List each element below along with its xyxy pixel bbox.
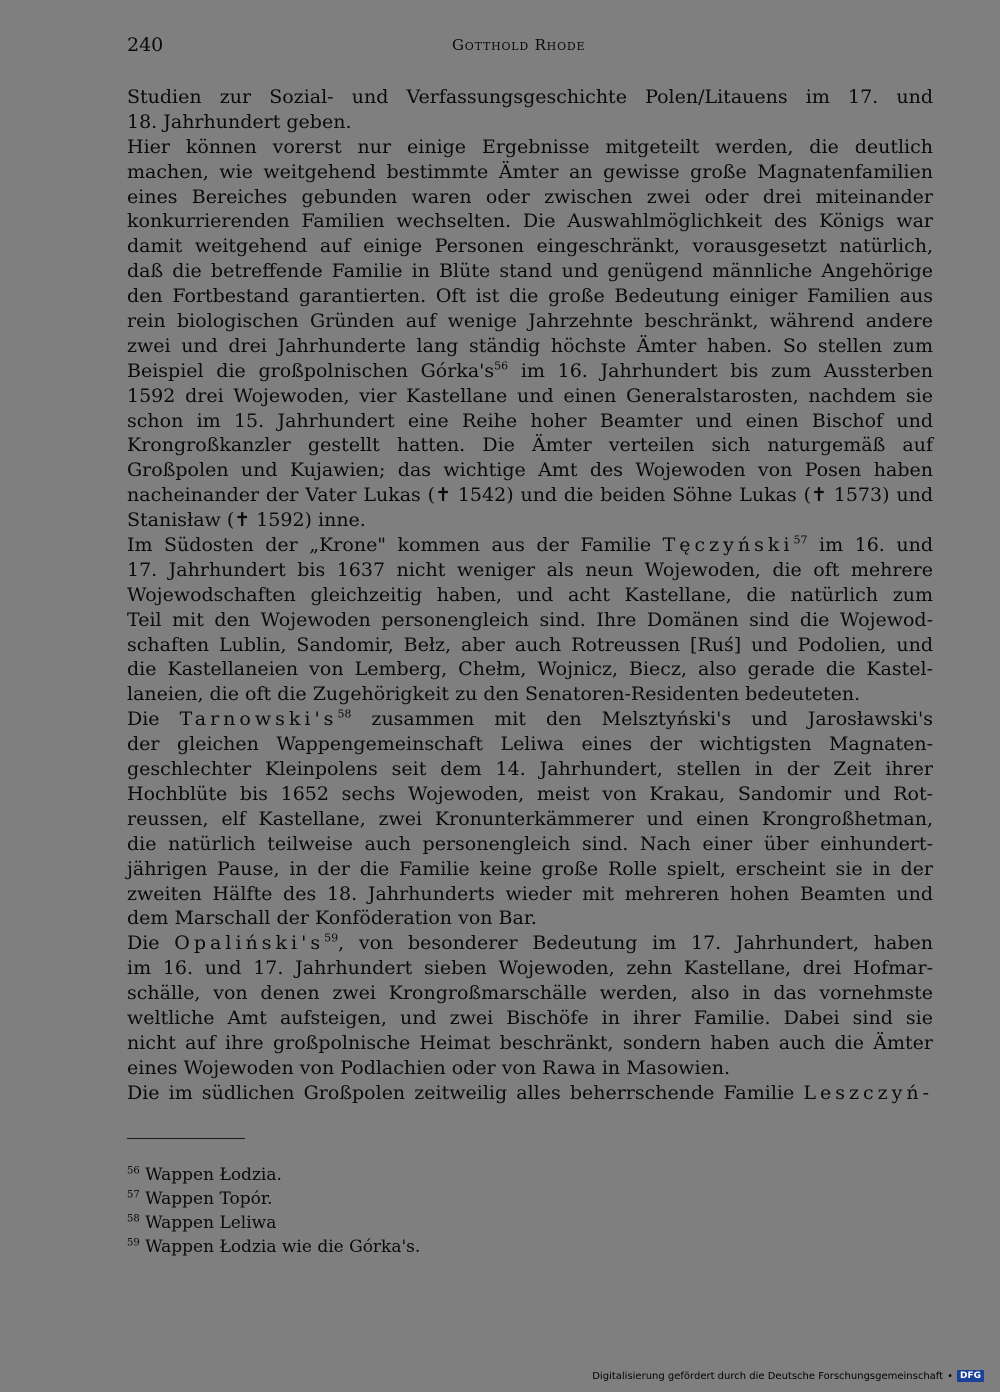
text-line — [127, 931, 933, 956]
footnote-text: Wappen Leliwa — [145, 1213, 277, 1233]
footnote-text: Wappen Łodzia wie die Górka's. — [145, 1237, 421, 1257]
footnote-number: 58 — [127, 1213, 140, 1225]
text-line: Studien zur Sozial- und Verfassungsgeschichte Polen/Litauens im 17. und — [127, 86, 933, 108]
text-line: weltliche Amt aufsteigen, und zwei Bischöfe in ihrer Familie. Dabei sind sie — [127, 1006, 933, 1029]
text-line: 1592 drei Wojewoden, vier Kastellane und einen Generalstarosten, nachdem sie — [127, 384, 933, 407]
text-line: der gleichen Wappengemeinschaft Leliwa eines der wichtigsten Magnaten- — [127, 733, 933, 756]
footnote-ref: 59 — [324, 931, 339, 945]
page-number: 240 — [127, 34, 164, 56]
text-line: daß die betreffende Familie in Blüte stand und genügend männliche Angehörige — [127, 260, 933, 283]
running-head: Gotthold Rhode — [452, 36, 586, 54]
text-line: zweiten Hälfte des 18. Jahrhunderts wieder mit mehreren hohen Beamten und — [127, 882, 933, 905]
text-line: Wojewodschaften gleichzeitig haben, und acht Kastellane, die natürlich zum — [127, 583, 933, 606]
text-line: eines Wojewoden von Podlachien oder von Rawa in Masowien. — [127, 1056, 731, 1079]
text-segment: Die im südlichen Großpolen zeitweilig alles beherrschende Familie — [127, 1081, 795, 1104]
text-line: jährigen Pause, in der die Familie keine große Rolle spielt, erscheint sie in der — [127, 857, 933, 880]
body-text — [127, 85, 933, 1106]
text-line: Hochblüte bis 1652 sechs Wojewoden, meist von Krakau, Sandomir und Rot- — [127, 782, 933, 805]
footnote-ref: 57 — [793, 533, 808, 547]
text-segment: im 16. Jahrhundert bis zum Aussterben — [508, 359, 933, 382]
footnote-number: 59 — [127, 1237, 140, 1249]
text-line: machen, wie weitgehend bestimmte Ämter an gewisse große Magnatenfamilien — [127, 160, 933, 183]
text-line — [127, 707, 933, 732]
text-line: im 16. und 17. Jahrhundert sieben Wojewoden, zehn Kastellane, drei Hofmar- — [127, 957, 933, 980]
text-segment: Die — [127, 932, 160, 955]
credit-text: Digitalisierung gefördert durch die Deutsche Forschungsgemeinschaft — [592, 1370, 944, 1382]
dfg-logo: DFG — [957, 1370, 984, 1382]
text-line: eines Bereiches gebunden waren oder zwischen zwei oder drei miteinander — [127, 185, 933, 208]
text-line: schälle, von denen zwei Krongroßmarschälle werden, also in das vornehmste — [127, 982, 933, 1005]
text-line: Stanisław (✝ 1592) inne. — [127, 509, 366, 532]
text-segment: zusammen mit den Melsztyński's und Jarosławski's — [351, 708, 933, 731]
text-line: dem Marschall der Konföderation von Bar. — [127, 907, 537, 930]
text-line: zwei und drei Jahrhunderte lang ständig höchste Ämter haben. So stellen zum — [127, 334, 933, 357]
footnote-ref: 56 — [494, 359, 509, 373]
footnote — [127, 1187, 420, 1211]
text-segment: Die — [127, 708, 160, 731]
footnote-divider — [127, 1138, 245, 1139]
text-line: den Fortbestand garantierten. Oft ist die große Bedeutung einiger Familien aus — [127, 285, 933, 308]
text-segment: im 16. und — [807, 534, 933, 557]
text-line: die natürlich teilweise auch personengleich sind. Nach einer über einhundert- — [127, 832, 933, 855]
footnotes — [127, 1163, 420, 1259]
text-line: Hier können vorerst nur einige Ergebnisse mitgeteilt werden, die deutlich — [127, 135, 933, 158]
digitization-credit — [592, 1368, 984, 1384]
text-line: die Kastellaneien von Lemberg, Chełm, Wojnicz, Biecz, also gerade die Kastel- — [127, 658, 933, 681]
footnote-text: Wappen Łodzia. — [145, 1165, 282, 1185]
text-line: schon im 15. Jahrhundert eine Reihe hoher Beamter und einen Bischof und — [127, 409, 933, 432]
text-line — [127, 1081, 933, 1106]
text-line: Großpolen und Kujawien; das wichtige Amt des Wojewoden von Posen haben — [127, 459, 933, 482]
text-line: nacheinander der Vater Lukas (✝ 1542) und die beiden Söhne Lukas (✝ 1573) und — [127, 484, 933, 507]
footnote — [127, 1211, 420, 1235]
family-name: Tęczyński — [662, 534, 794, 557]
text-line: 18. Jahrhundert geben. — [127, 110, 352, 133]
family-name: Tarnowski's — [179, 708, 338, 731]
text-line: laneien, die oft die Zugehörigkeit zu den Senatoren-Residenten bedeuteten. — [127, 683, 861, 706]
family-name: Opaliński's — [174, 932, 325, 955]
credit-separator: • — [947, 1370, 953, 1382]
text-line — [127, 533, 933, 558]
footnote-ref: 58 — [337, 707, 352, 721]
footnote — [127, 1235, 420, 1259]
text-segment: Beispiel die großpolnischen Górka's — [127, 359, 495, 382]
text-segment: Im Südosten der „Krone" kommen aus der Familie — [127, 534, 652, 557]
text-line: nicht auf ihre großpolnische Heimat beschränkt, sondern haben auch die Ämter — [127, 1031, 933, 1054]
text-line: reussen, elf Kastellane, zwei Kronunterkämmerer und einen Krongroßhetman, — [127, 807, 933, 830]
text-line: Krongroßkanzler gestellt hatten. Die Ämter verteilen sich naturgemäß auf — [127, 434, 933, 457]
page-header — [127, 34, 933, 60]
footnote — [127, 1163, 420, 1187]
family-name: Leszczyń- — [803, 1081, 933, 1104]
footnote-number: 56 — [127, 1165, 140, 1177]
text-line: rein biologischen Gründen auf wenige Jahrzehnte beschränkt, während andere — [127, 310, 933, 333]
text-segment: , von besonderer Bedeutung im 17. Jahrhundert, haben — [338, 932, 934, 955]
footnote-text: Wappen Topór. — [145, 1189, 273, 1209]
text-line: schaften Lublin, Sandomir, Bełz, aber auch Rotreussen [Ruś] und Podolien, und — [127, 633, 933, 656]
text-line: damit weitgehend auf einige Personen eingeschränkt, vorausgesetzt natürlich, — [127, 235, 933, 258]
text-line: 17. Jahrhundert bis 1637 nicht weniger als neun Wojewoden, die oft mehrere — [127, 558, 933, 581]
text-line: konkurrierenden Familien wechselten. Die Auswahlmöglichkeit des Königs war — [127, 210, 933, 233]
text-line: Teil mit den Wojewoden personengleich sind. Ihre Domänen sind die Wojewod- — [127, 608, 933, 631]
footnote-number: 57 — [127, 1189, 140, 1201]
text-line — [127, 359, 933, 384]
text-line: geschlechter Kleinpolens seit dem 14. Jahrhundert, stellen in der Zeit ihrer — [127, 758, 933, 781]
